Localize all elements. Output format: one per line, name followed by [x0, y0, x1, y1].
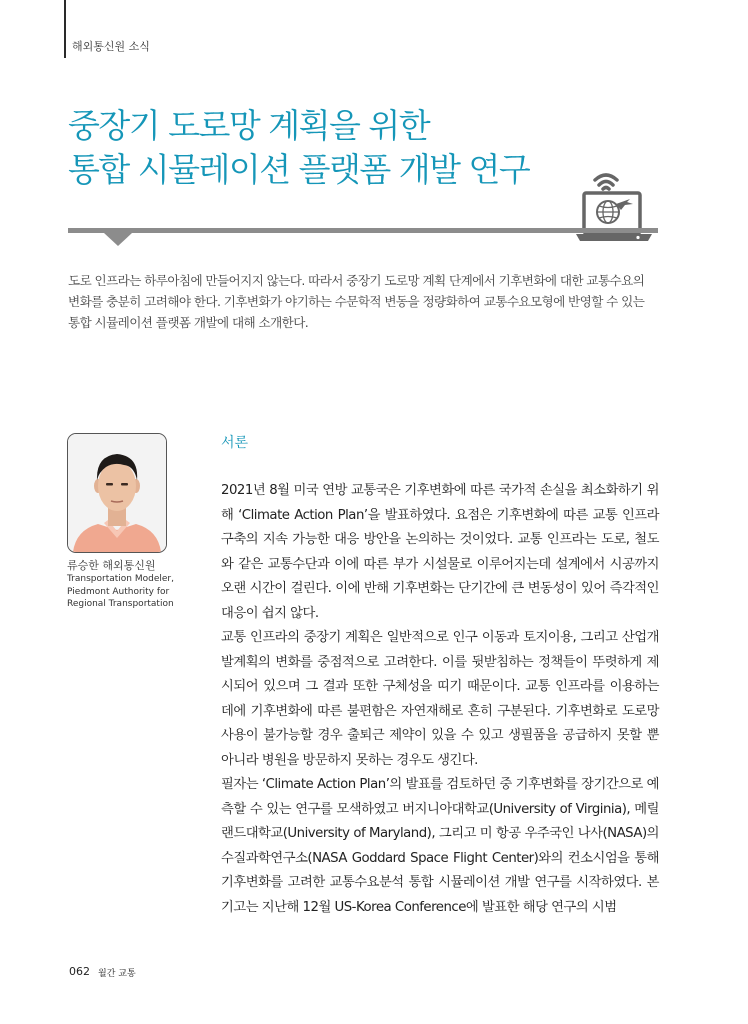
body-paragraph: 2021년 8월 미국 연방 교통국은 기후변화에 따른 국가적 손실을 최소화하기 위해 ‘Climate Action Plan’을 발표하였다. 요점은 기후변화에 따른 교통 인프라 구축의 지속 가능한 대응 방안을 논의하는 것이었다. 교통 인프라는 도로, 철도와 같은 교통수단과 이에 따른 부가 시설물로 이루어지는데 설계에서 시공까지 오랜 시간이 걸린다. 이에 반해 기후변화는 단기간에 큰 변동성이 있어 즉각적인 대응이 쉽지 않다.: [221, 483, 659, 621]
page-number: 062: [69, 965, 90, 978]
title-divider-notch: [104, 233, 132, 246]
article-abstract: 도로 인프라는 하루아침에 만들어지지 않는다. 따라서 중장기 도로망 계획 단계에서 기후변화에 대한 교통수요의 변화를 충분히 고려해야 한다. 기후변화가 야기하는 수문학적 변동을 정량화하여 교통수요모형에 반영할 수 있는 통합 시뮬레이션 플랫폼 개발에 대해 소개한다.: [68, 273, 645, 330]
article-body: [221, 479, 659, 920]
title-divider-rule: [68, 228, 658, 233]
section-heading: 서론: [221, 435, 249, 451]
author-affiliation-line: Regional Transportation: [67, 599, 174, 609]
section-label: 해외통신원 소식: [72, 40, 150, 53]
article-title-line-2: 통합 시뮬레이션 플랫폼 개발 연구: [68, 150, 530, 189]
author-name: 류승한 해외통신원: [67, 559, 156, 572]
author-affiliation: [67, 573, 207, 611]
author-affiliation-line: Piedmont Authority for: [67, 586, 170, 597]
author-affiliation-line: Transportation Modeler,: [67, 574, 174, 584]
article-title: [68, 104, 529, 192]
body-paragraph: 교통 인프라의 중장기 계획은 일반적으로 인구 이동과 토지이용, 그리고 산업개발계획의 변화를 중점적으로 고려한다. 이를 뒷받침하는 정책들이 뚜렷하게 제시되어 있으며 그 결과 또한 구체성을 띠기 때문이다. 교통 인프라를 이용하는 데에 기후변화에 따른 불편함은 자연재해로 흔히 구분된다. 기후변화로 도로망 사용이 불가능할 경우 출퇴근 제약이 있을 수 있고 생필품을 공급하지 못할 뿐 아니라 병원을 방문하지 못하는 경우도 생긴다.: [221, 630, 659, 768]
body-paragraph: 필자는 ‘Climate Action Plan’의 발표를 검토하던 중 기후변화를 장기간으로 예측할 수 있는 연구를 모색하였고 버지니아대학교(University of Virginia), 메릴랜드대학교(University of Maryland), 그리고 미 항공 우주국인 나사(NASA)의 수질과학연구소(NASA Goddard Space Flight Center)와의 컨소시엄을 통해 기후변화를 고려한 교통수요분석 통합 시뮬레이션 개발 연구를 시작하였다. 본 기고는 지난해 12월 US-Korea Conference에 발표한 해당 연구의 시범: [221, 777, 659, 915]
header-divider-line: [64, 0, 66, 58]
magazine-name: 월간 교통: [98, 969, 136, 979]
article-title-line-1: 중장기 도로망 계획을 위한: [68, 106, 430, 145]
author-photo: [67, 433, 167, 553]
